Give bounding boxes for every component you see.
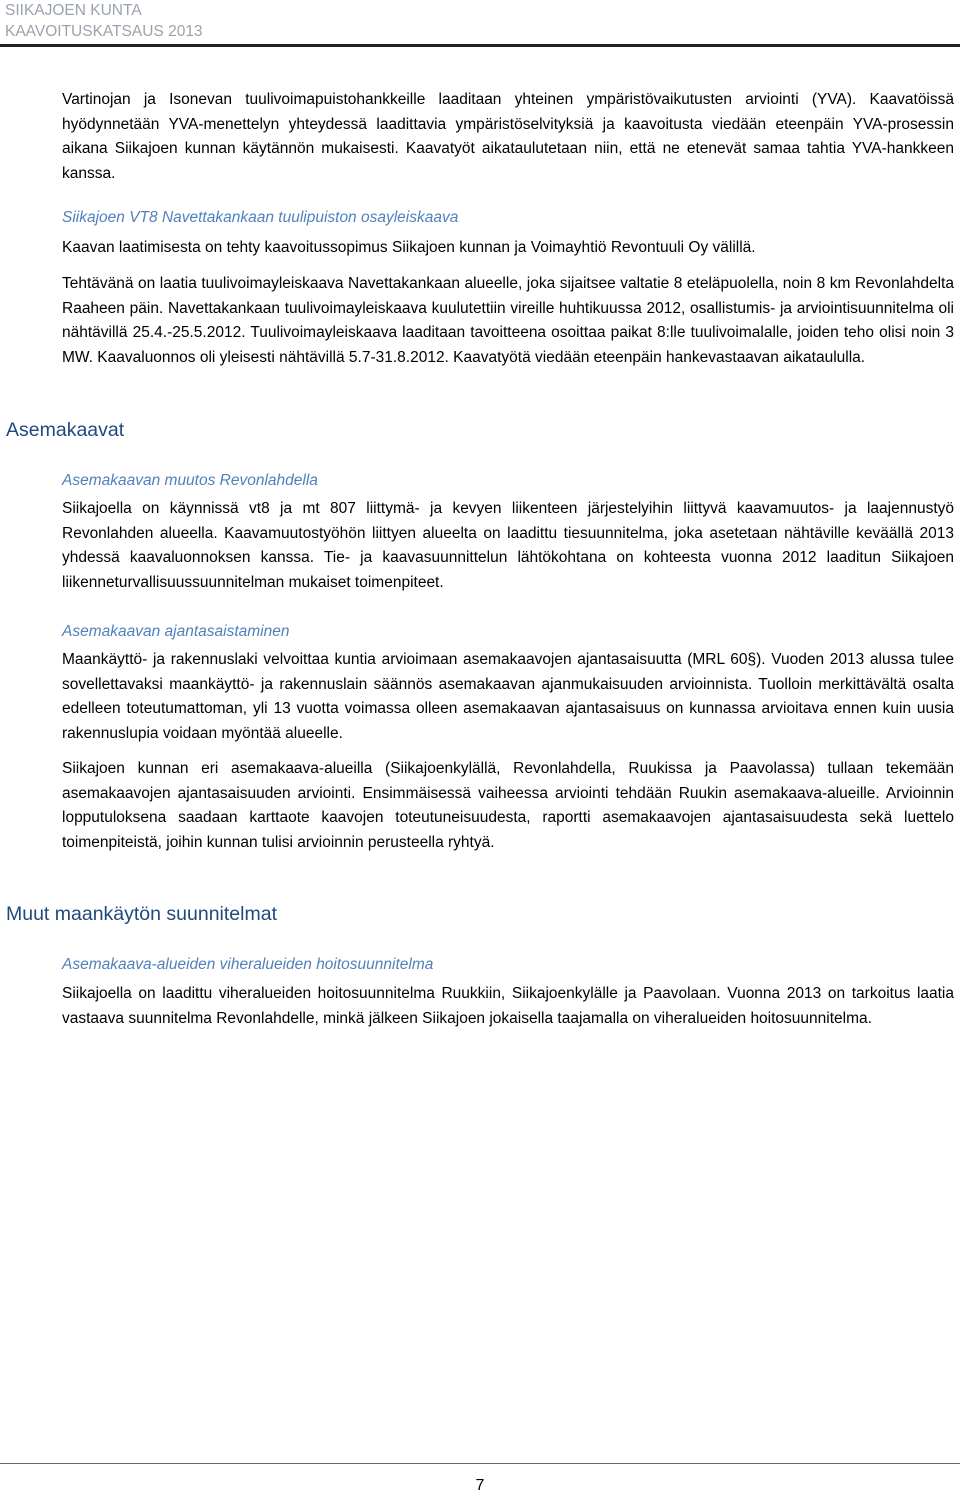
- vt8-paragraph-1: Kaavan laatimisesta on tehty kaavoitussopimus Siikajoen kunnan ja Voimayhtiö Revontuuli Oy välillä.: [62, 239, 756, 256]
- section-heading-asemakaavat: Asemakaavat: [6, 419, 125, 441]
- ajantasaistaminen-paragraph-1: Maankäyttö- ja rakennuslaki velvoittaa kuntia arvioimaan asemakaavojen ajantasaisuutta (MRL 60§). Vuoden 2013 alussa tulee sovellettavaksi maankäyttö- ja rakennuslain säännös asemakaavan ajanmukaisuuden arvioinnista. Tuolloin merkittävältä osalta edelleen toteutumattoman, yli 13 vuotta voimassa olleen asemakaavan ajantasaisuus on kunnassa arvioitava ennen kuin uusia rakennuslupia voidaan myöntää alueelle.: [62, 651, 954, 742]
- ajantasaistaminen-paragraph-2: Siikajoen kunnan eri asemakaava-alueilla (Siikajoenkylällä, Revonlahdella, Ruukissa ja Paavolassa) tullaan tekemään asemakaavojen ajantasaisuuden arviointi. Ensimmäisessä vaiheessa arviointi tehdään Ruukin asemakaava-alueille. Arvioinnin lopputuloksena saadaan karttaote kaavojen toteutuneisuudesta, raportti asemakaavojen ajantasaisuudesta sekä luettelo toimenpiteistä, joihin kunnan tulisi arvioinnin perusteella ryhtyä.: [62, 760, 954, 851]
- viher-paragraph: Siikajoella on laadittu viheralueiden hoitosuunnitelma Ruukkiin, Siikajoenkylälle ja Paavolaan. Vuonna 2013 on tarkoitus laatia vastaava suunnitelma Revonlahdelle, minkä jälkeen Siikajoen jokaisella taajamalla on viheralueiden hoitosuunnitelma.: [62, 985, 954, 1027]
- header-organization: SIIKAJOEN KUNTA: [5, 2, 142, 19]
- muutos-subheading: Asemakaavan muutos Revonlahdella: [62, 472, 318, 489]
- muutos-paragraph: Siikajoella on käynnissä vt8 ja mt 807 liittymä- ja kevyen liikenteen järjestelyihin liittyvä kaavamuutos- ja laajennustyö Revonlahden alueella. Kaavamuutostyöhön liittyen alueelta on laadittu tiesuunnitelma, joka asetetaan nähtäville keväällä 2013 yhdessä kaavaluonnoksen kanssa. Tie- ja kaavasuunnittelun lähtökohtana on kohteesta vuonna 2012 laaditun Siikajoen liikenneturvallisuussuunnitelman mukaiset toimenpiteet.: [62, 500, 954, 591]
- header-divider: [0, 44, 960, 47]
- viher-subheading: Asemakaava-alueiden viheralueiden hoitosuunnitelma: [62, 956, 434, 973]
- vt8-paragraph-2: Tehtävänä on laatia tuulivoimayleiskaava Navettakankaan alueelle, joka sijaitsee valtatie 8 eteläpuolella, noin 8 km Revonlahdelta Raaheen päin. Navettakankaan tuulivoimayleiskaava kuulutettiin vireille huhtikuussa 2012, osallistumis- ja arviointisuunnitelma oli nähtävillä 25.4.-25.5.2012. Tuulivoimayleiskaava laaditaan tavoitteena osoittaa paikat 8:lle tuulivoimalalle, joiden teho olisi noin 3 MW. Kaavaluonnos oli yleisesti nähtävillä 5.7-31.8.2012. Kaavatyötä viedään eteenpäin hankevastaavan aikataululla.: [62, 275, 954, 366]
- page-header: [5, 0, 203, 42]
- section-heading-muut: Muut maankäytön suunnitelmat: [6, 903, 277, 925]
- header-document-title: KAAVOITUSKATSAUS 2013: [5, 23, 203, 40]
- ajantasaistaminen-subheading: Asemakaavan ajantasaistaminen: [62, 623, 290, 640]
- vt8-subheading: Siikajoen VT8 Navettakankaan tuulipuiston osayleiskaava: [62, 209, 459, 226]
- intro-paragraph: Vartinojan ja Isonevan tuulivoimapuistohankkeille laaditaan yhteinen ympäristövaikutusten arviointi (YVA). Kaavatöissä hyödynnetään YVA-menettelyn yhteydessä laadittavia ympäristöselvityksiä ja kaavoitusta viedään eteenpäin YVA-prosessin aikana Siikajoen kunnan käytännön mukaisesti. Kaavatyöt aikataulutetaan niin, että ne etenevät samaa tahtia YVA-hankkeen kanssa.: [62, 91, 954, 182]
- page-number: 7: [475, 1477, 485, 1494]
- footer-divider: [0, 1463, 960, 1464]
